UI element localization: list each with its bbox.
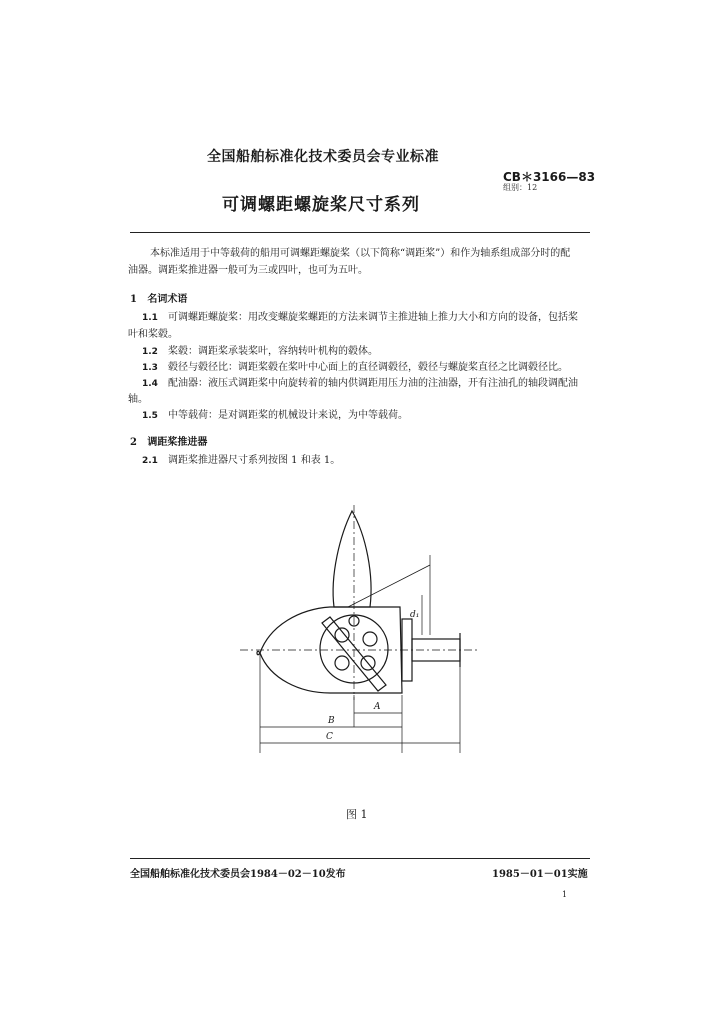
clause-1-1-continued: 叶和桨毂。 [128,329,178,340]
committee-heading: 全国船舶标准化技术委员会专业标准 [207,149,439,165]
standard-group: 组别：12 [503,183,538,192]
clause-number: 1.2 [142,347,158,357]
clause-number: 1.3 [142,363,158,373]
clause-text: 中等载荷：是对调距桨的机械设计来说，为中等载荷。 [168,410,408,421]
blade-outline [333,511,371,607]
clause-1-4-continued: 轴。 [128,394,148,405]
standard-code: CB＊3166—83 [503,170,596,184]
clause-text: 调距桨推进器尺寸系列按图 1 和表 1。 [168,455,341,466]
propeller-figure [230,495,490,760]
label-c: C [326,732,333,742]
intro-paragraph-line2: 油器。调距桨推进器一般可为三或四叶，也可为五叶。 [128,265,368,276]
propeller-drawing [230,495,490,760]
clause-1-4 [142,375,578,393]
hub-nose [257,651,260,654]
clause-number: 1.5 [142,411,158,421]
section-number: 2 [130,437,137,448]
page-number: 1 [562,890,568,899]
issued-date: 全国船舶标准化技术委员会1984－02－10发布 [130,869,346,880]
clause-1-5 [142,407,408,425]
section-2-heading [130,433,207,448]
clause-1-1 [142,309,578,327]
section-title: 调距桨推进器 [147,437,208,448]
clause-number: 2.1 [142,456,158,466]
document-title: 可调螺距螺旋桨尺寸系列 [222,195,420,215]
figure-caption: 图 1 [346,808,368,821]
intro-paragraph-line1: 本标准适用于中等载荷的船用可调螺距螺旋桨（以下简称“调距桨”）和作为轴系组成部分时的配 [150,248,571,259]
clause-2-1 [142,452,340,470]
clause-text: 毂径与毂径比：调距桨毂在桨叶中心面上的直径调毂径，毂径与螺旋桨直径之比调毂径比。 [168,362,568,373]
section-1-heading [130,290,187,305]
clause-number: 1.4 [142,379,158,389]
clause-text: 配油器：液压式调距桨中向旋转着的轴内供调距用压力油的注油器，开有注油孔的轴段调配油 [168,378,578,389]
label-d1: d₁ [410,610,420,620]
footer-rule [130,858,590,859]
effective-date: 1985－01－01实施 [492,869,588,880]
clause-text: 可调螺距螺旋桨：用改变螺旋桨螺距的方法来调节主推进轴上推力大小和方向的设备，包括桨 [168,312,578,323]
clause-text: 桨毂：调距桨承装桨叶，容纳转叶机构的毂体。 [168,346,378,357]
section-number: 1 [130,294,137,305]
section-title: 名词术语 [147,294,188,305]
label-b: B [328,716,335,726]
clause-number: 1.1 [142,313,158,323]
header-rule [130,232,590,233]
label-a: A [374,702,381,712]
